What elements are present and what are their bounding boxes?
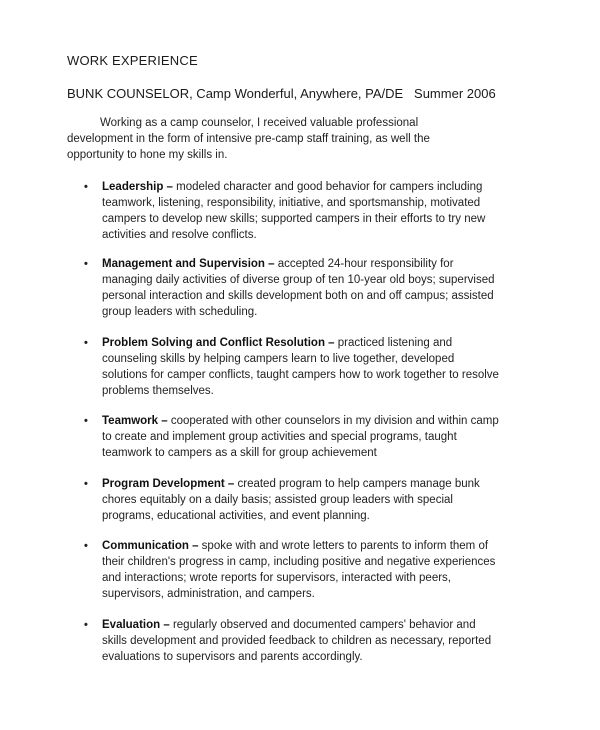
list-item-text: modeled character and good behavior for campers including teamwork, listening, responsibility, initiative, and sportsmanship, motivated campers to develop new skills; supported campers in their efforts to try new activities and resolve conflicts. — [102, 181, 486, 241]
intro-paragraph: Working as a camp counselor, I received valuable professional development in the form of intensive pre-camp staff training, as well the opportunity to hone my skills in. — [67, 117, 430, 161]
bullet-icon: • — [84, 181, 88, 193]
bullet-icon: • — [84, 478, 88, 490]
bullet-icon: • — [84, 337, 88, 349]
list-item-heading: Leadership – — [102, 181, 173, 193]
list-item-text: cooperated with other counselors in my division and within camp to create and implement group activities and special programs, taught teamwork to campers as a skill for group achievement — [102, 415, 499, 459]
list-item-body — [102, 476, 502, 524]
list-item-text: practiced listening and counseling skills by helping campers learn to live together, developed solutions for camper conflicts, taught campers how to work together to resolve problems themselves. — [102, 337, 499, 397]
list-item-body — [102, 179, 502, 243]
list-item-text: regularly observed and documented campers' behavior and skills development and provided feedback to children as necessary, reported evaluations to supervisors and parents accordingly. — [102, 619, 492, 663]
bullet-icon: • — [84, 258, 88, 270]
bullet-icon: • — [84, 540, 88, 552]
list-item-body — [102, 256, 502, 320]
list-item-heading: Problem Solving and Conflict Resolution – — [102, 337, 335, 349]
list-item-body — [102, 413, 502, 461]
list-item-text: accepted 24-hour responsibility for managing daily activities of diverse group of ten 10-year old boys; supervised personal interaction and skills development both on and off campus; assisted group leaders with scheduling. — [102, 258, 495, 318]
list-item-heading: Evaluation – — [102, 619, 170, 631]
list-item-body — [102, 617, 502, 665]
list-item-text: spoke with and wrote letters to parents to inform them of their children's progress in camp, including positive and negative experiences and interactions; wrote reports for supervisors, interacted with peers, supervisors, administration, and campers. — [102, 540, 496, 600]
list-item-text: created program to help campers manage bunk chores equitably on a daily basis; assisted group leaders with special programs, educational activities, and event planning. — [102, 478, 480, 522]
bullet-icon: • — [84, 619, 88, 631]
list-item-heading: Program Development – — [102, 478, 235, 490]
list-item-body — [102, 335, 502, 399]
list-item-heading: Communication – — [102, 540, 199, 552]
list-item-body — [102, 538, 502, 602]
job-heading: BUNK COUNSELOR, Camp Wonderful, Anywhere, PA/DE Summer 2006 — [67, 86, 496, 101]
list-item-heading: Teamwork – — [102, 415, 168, 427]
section-title: WORK EXPERIENCE — [67, 53, 198, 68]
list-item-heading: Management and Supervision – — [102, 258, 275, 270]
bullet-icon: • — [84, 415, 88, 427]
